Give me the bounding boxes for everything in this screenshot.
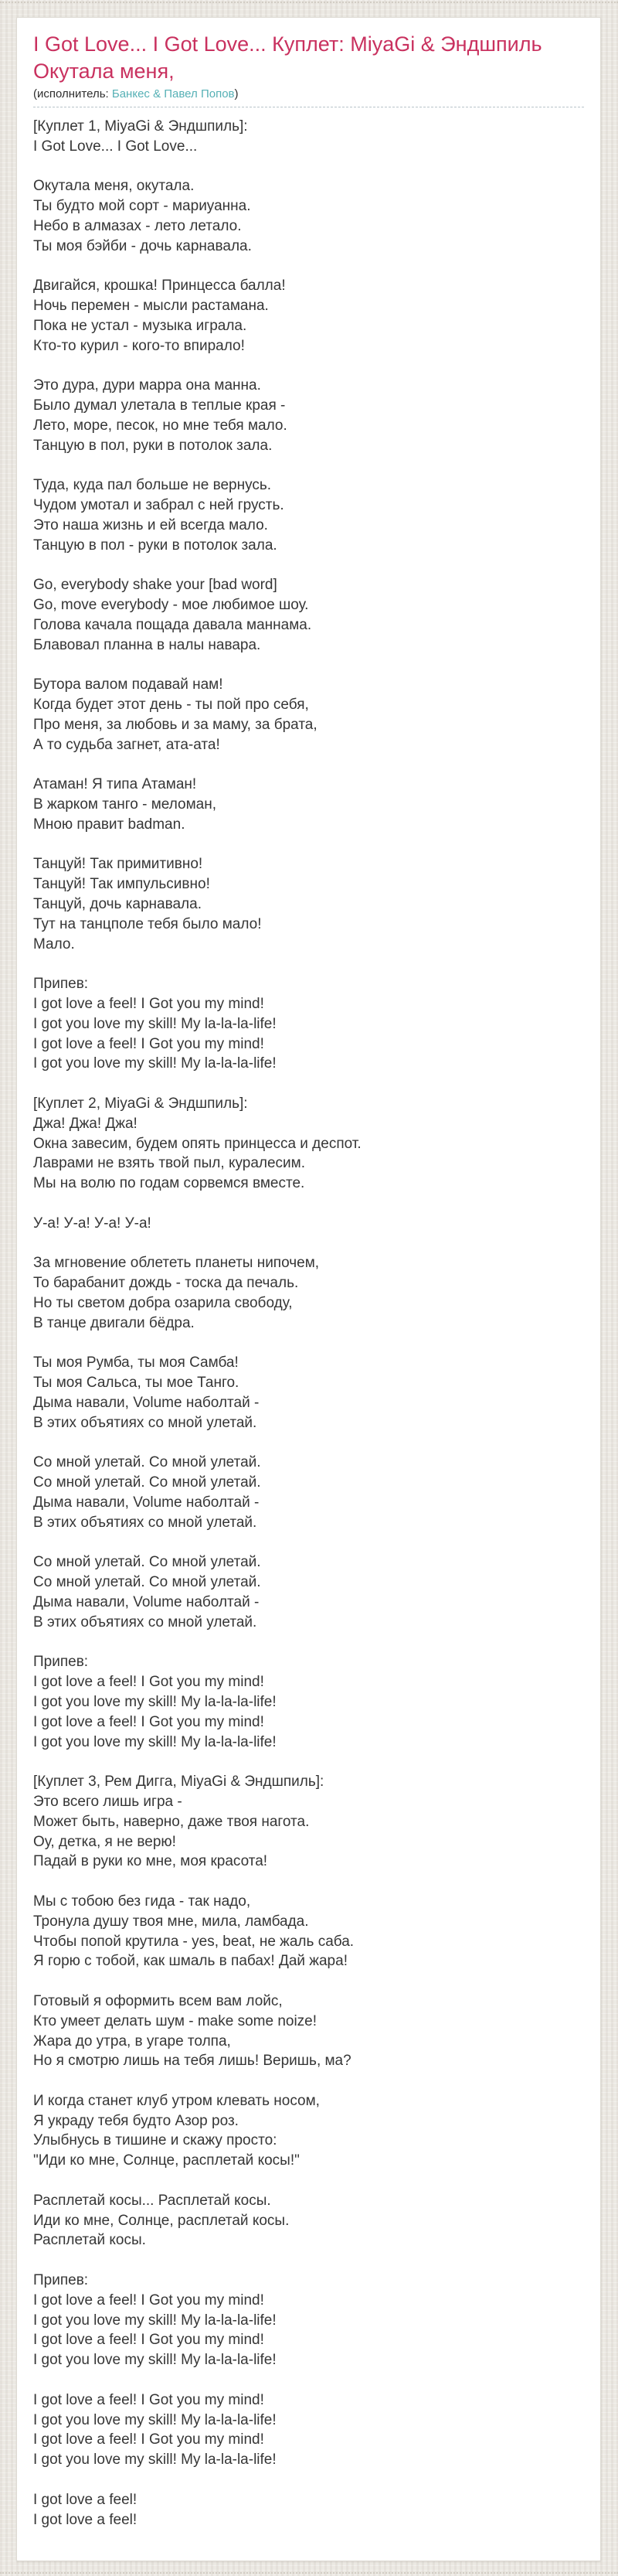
lyric-stanza (33, 575, 584, 655)
lyric-line: Жара до утра, в угаре толпа, (33, 2033, 231, 2050)
lyric-line: Дыма навали, Volume наболтай - (33, 1395, 260, 1411)
lyric-line: I got love a feel! I Got you my mind! (33, 1713, 264, 1730)
lyric-line: I got you love my skill! My la-la-la-life! (33, 1693, 277, 1710)
lyric-line: Это наша жизнь и ей всегда мало. (33, 516, 268, 533)
lyric-line: Лаврами не взять твой пыл, куралесим. (33, 1155, 306, 1172)
lyric-line: Со мной улетай. Со мной улетай. (33, 1454, 261, 1471)
lyric-line: Танцуй! Так импульсивно! (33, 876, 210, 893)
lyric-stanza (33, 2091, 584, 2171)
lyric-line: Со мной улетай. Со мной улетай. (33, 1574, 261, 1591)
lyric-line: Чудом умотал и забрал с ней грусть. (33, 497, 284, 514)
lyric-line: То барабанит дождь - тоска да печаль. (33, 1275, 299, 1292)
lyric-line: Может быть, наверно, даже твоя нагота. (33, 1813, 310, 1830)
lyric-line: Мы с тобою без гида - так надо, (33, 1893, 251, 1910)
lyric-line: Мало. (33, 935, 75, 952)
lyric-stanza (33, 2271, 584, 2370)
lyric-line: Расплетай косы... Расплетай косы. (33, 2192, 271, 2209)
lyric-line: Чтобы попой крутила - yes, beat, не жаль саба. (33, 1933, 355, 1950)
lyric-stanza (33, 2191, 584, 2251)
lyric-stanza (33, 1652, 584, 1752)
performer-line (33, 87, 584, 101)
lyric-line: Но ты светом добра озарила свободу, (33, 1295, 293, 1312)
lyric-line: У-а! У-а! У-а! У-а! (33, 1215, 151, 1232)
lyric-line: Ты моя Сальса, ты мое Танго. (33, 1375, 239, 1392)
lyric-line: Со мной улетай. Со мной улетай. (33, 1474, 261, 1491)
performer-label-suffix: ) (234, 87, 239, 101)
lyric-line: Было думал улетала в теплые края - (33, 397, 286, 414)
lyric-line: Со мной улетай. Со мной улетай. (33, 1554, 261, 1571)
lyric-stanza (33, 1094, 584, 1194)
lyric-line: Джа! Джа! Джа! (33, 1115, 138, 1132)
lyric-line: Go, move everybody - мое любимое шоу. (33, 597, 309, 614)
lyric-stanza (33, 1992, 584, 2071)
lyric-line: Готовый я оформить всем вам лойс, (33, 1992, 283, 2009)
lyric-line: Расплетай косы. (33, 2232, 146, 2249)
lyric-line: [Куплет 3, Рем Дигга, MiyaGi & Эндшпиль]: (33, 1774, 324, 1791)
lyric-line: Когда будет этот день - ты пой про себя, (33, 697, 309, 714)
lyric-line: В этих объятиях со мной улетай. (33, 1613, 257, 1630)
lyric-line: Это дура, дури марра она манна. (33, 377, 261, 394)
lyric-line: Про меня, за любовь и за маму, за брата, (33, 716, 317, 733)
lyric-line: Это всего лишь игра - (33, 1793, 182, 1810)
lyric-stanza (33, 376, 584, 455)
lyric-line: Припев: (33, 976, 89, 993)
lyric-line: Небо в алмазах - лето летало. (33, 217, 242, 234)
lyric-stanza (33, 176, 584, 256)
lyric-line: Ты моя бэйби - дочь карнавала. (33, 237, 252, 254)
lyric-line: Припев: (33, 1654, 89, 1671)
lyric-line: "Иди ко мне, Солнце, расплетай косы!" (33, 2152, 300, 2169)
lyric-line: Атаман! Я типа Атаман! (33, 776, 197, 793)
lyric-line: Танцуй, дочь карнавала. (33, 896, 202, 913)
lyric-line: В этих объятиях со мной улетай. (33, 1414, 257, 1431)
lyric-line: В танце двигали бёдра. (33, 1314, 195, 1331)
lyric-line: I got love a feel! I Got you my mind! (33, 996, 264, 1013)
lyric-line: [Куплет 1, MiyaGi & Эндшпиль]: (33, 118, 248, 135)
lyric-line: Припев: (33, 2272, 89, 2289)
lyric-line: Окна завесим, будем опять принцесса и деспот. (33, 1135, 362, 1152)
lyric-line: Оу, детка, я не верю! (33, 1833, 176, 1850)
lyric-line: Окутала меня, окутала. (33, 178, 195, 195)
lyric-stanza (33, 2490, 584, 2530)
lyric-line: Блавовал планна в налы навара. (33, 636, 261, 653)
lyric-line: За мгновение облететь планеты нипочем, (33, 1255, 320, 1272)
lyric-line: Я украду тебя будто Азор роз. (33, 2112, 239, 2129)
lyric-line: Танцую в пол - руки в потолок зала. (33, 537, 277, 554)
lyric-line: Я горю с тобой, как шмаль в пабах! Дай жара! (33, 1953, 348, 1970)
lyric-line: Мною правит badman. (33, 816, 185, 833)
lyric-line: I got love a feel! (33, 2491, 138, 2508)
lyric-line: Ты моя Румба, ты моя Самба! (33, 1354, 239, 1371)
lyric-line: Улыбнусь в тишине и скажу просто: (33, 2132, 277, 2149)
lyric-line: В этих объятиях со мной улетай. (33, 1514, 257, 1531)
lyric-stanza (33, 1353, 584, 1433)
lyric-line: I got you love my skill! My la-la-la-life! (33, 2411, 277, 2428)
lyric-stanza (33, 675, 584, 755)
lyric-line: Лето, море, песок, но мне тебя мало. (33, 417, 287, 434)
lyric-stanza (33, 1453, 584, 1532)
lyric-line: [Куплет 2, MiyaGi & Эндшпиль]: (33, 1095, 248, 1113)
lyric-stanza (33, 1892, 584, 1971)
lyric-line: Голова качала пощада давала маннама. (33, 616, 312, 633)
lyric-line: I got love a feel! I Got you my mind! (33, 2332, 264, 2349)
lyric-line: I got love a feel! I Got you my mind! (33, 2391, 264, 2408)
lyrics-card (16, 17, 601, 2561)
lyric-stanza (33, 276, 584, 356)
lyric-line: I got love a feel! I Got you my mind! (33, 1674, 264, 1691)
lyric-stanza (33, 974, 584, 1074)
lyric-line: Кто умеет делать шум - make some noize! (33, 2012, 317, 2029)
lyric-stanza (33, 1253, 584, 1333)
lyric-line: Дыма навали, Volume наболтай - (33, 1494, 260, 1511)
lyric-line: I got you love my skill! My la-la-la-life! (33, 2352, 277, 2369)
lyric-line: I Got Love... I Got Love... (33, 138, 198, 155)
lyric-line: I got you love my skill! My la-la-la-life! (33, 1015, 277, 1032)
lyric-line: Падай в руки ко мне, моя красота! (33, 1853, 268, 1870)
lyric-stanza (33, 1552, 584, 1632)
lyric-line: Ночь перемен - мысли растамана. (33, 298, 269, 315)
lyric-line: Бутора валом подавай нам! (33, 676, 223, 693)
lyric-line: Дыма навали, Volume наболтай - (33, 1593, 260, 1610)
lyric-stanza (33, 475, 584, 555)
lyrics-text (33, 117, 584, 2530)
lyric-line: Ты будто мой сорт - мариуанна. (33, 198, 251, 215)
lyric-line: Тронула душу твоя мне, мила, ламбада. (33, 1913, 309, 1930)
lyric-stanza (33, 2390, 584, 2470)
lyric-stanza (33, 1214, 584, 1234)
lyric-line: I got love a feel! I Got you my mind! (33, 2431, 264, 2448)
lyric-line: Тут на танцполе тебя было мало! (33, 915, 262, 932)
lyric-line: Туда, куда пал больше не вернусь. (33, 477, 272, 494)
lyric-line: И когда станет клуб утром клевать носом, (33, 2092, 320, 2109)
lyric-line: I got you love my skill! My la-la-la-life! (33, 1055, 277, 1072)
lyric-line: Мы на волю по годам сорвемся вместе. (33, 1175, 305, 1192)
lyric-line: Кто-то курил - кого-то впирало! (33, 337, 245, 354)
lyric-line: Танцуй! Так примитивно! (33, 856, 203, 873)
lyric-line: Пока не устал - музыка играла. (33, 317, 247, 334)
lyric-stanza (33, 854, 584, 954)
lyric-line: Иди ко мне, Солнце, расплетай косы. (33, 2212, 290, 2229)
lyric-line: I got love a feel! I Got you my mind! (33, 1035, 264, 1052)
lyric-line: I got you love my skill! My la-la-la-life! (33, 1733, 277, 1750)
lyric-line: I got love a feel! I Got you my mind! (33, 2291, 264, 2309)
lyric-line: I got love a feel! (33, 2511, 138, 2528)
lyric-line: Go, everybody shake your [bad word] (33, 577, 277, 594)
page-texture-top-stitch (0, 2, 618, 3)
lyric-line: Танцую в пол, руки в потолок зала. (33, 437, 273, 454)
lyric-line: Но я смотрю лишь на тебя лишь! Веришь, ма? (33, 2053, 351, 2070)
lyric-stanza (33, 1772, 584, 1872)
lyric-line: I got you love my skill! My la-la-la-life! (33, 2312, 277, 2329)
lyric-line: А то судьба загнет, ата-ата! (33, 736, 220, 753)
lyric-line: I got you love my skill! My la-la-la-life! (33, 2452, 277, 2469)
lyric-line: Двигайся, крошка! Принцесса балла! (33, 278, 286, 295)
lyric-line: В жарком танго - меломан, (33, 796, 217, 813)
lyric-stanza (33, 775, 584, 834)
performer-label-prefix: (исполнитель: (33, 87, 112, 101)
lyric-stanza (33, 117, 584, 157)
song-title: I Got Love... I Got Love... Куплет: MiyaGi & Эндшпиль Окутала меня, (33, 32, 542, 83)
performer-link[interactable]: Банкес & Павел Попов (111, 87, 235, 101)
page-texture-bottom-stitch (0, 2572, 618, 2574)
